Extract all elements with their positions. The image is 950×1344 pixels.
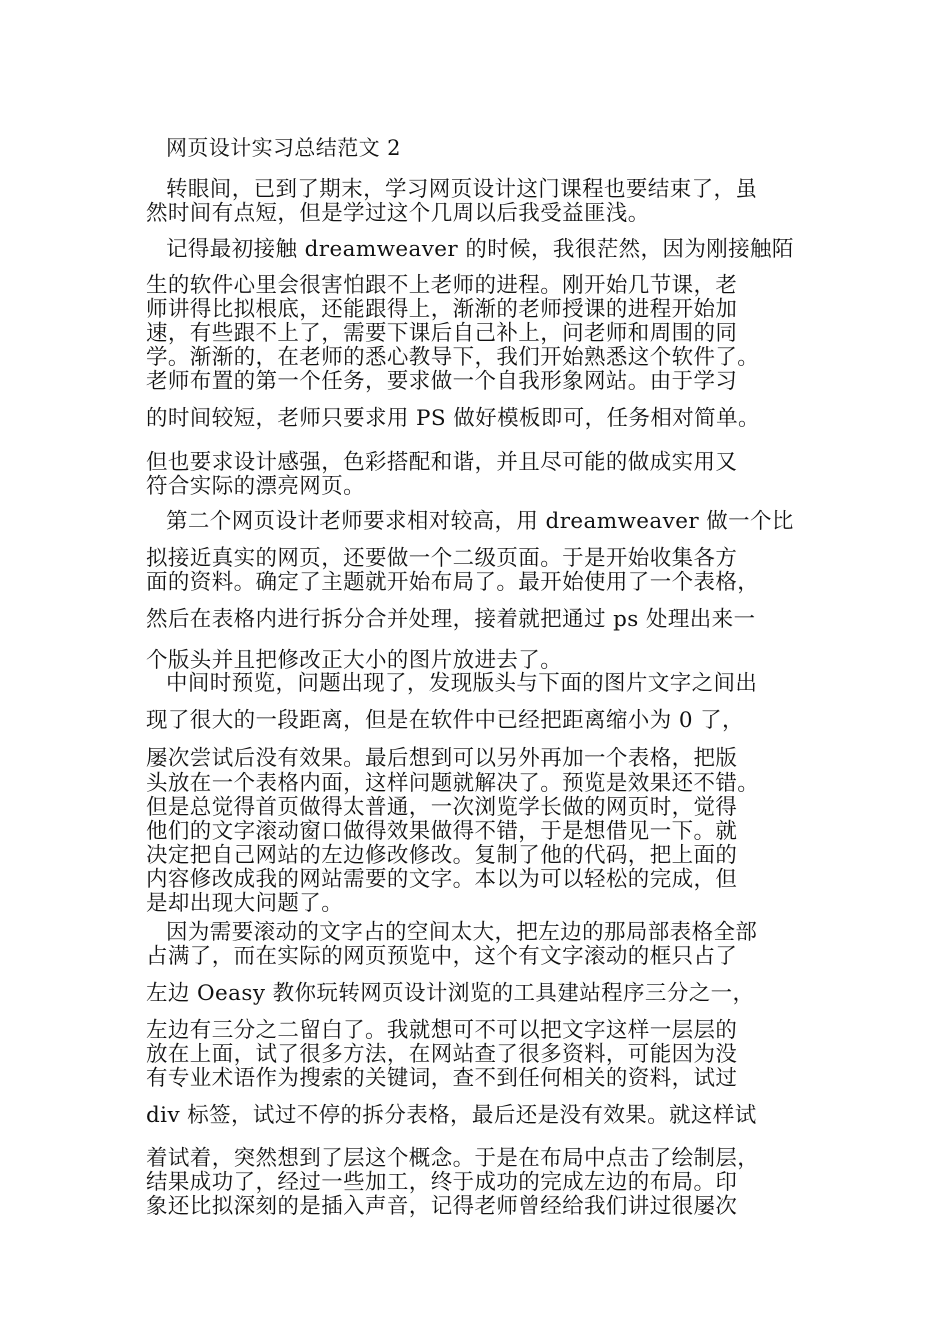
text-line: 有专业术语作为搜索的关键词，查不到任何相关的资料，试过: [146, 1066, 738, 1091]
text-line: 速，有些跟不上了，需要下课后自己补上，问老师和周围的同: [146, 321, 738, 346]
text-line: 现了很大的一段距离，但是在软件中已经把距离缩小为 0 了，: [146, 708, 744, 733]
text-line: 占满了，而在实际的网页预览中，这个有文字滚动的框只占了: [146, 944, 738, 969]
text-line: 个版头并且把修改正大小的图片放进去了。: [146, 648, 563, 673]
text-line: 然后在表格内进行拆分合并处理，接着就把通过 ps 处理出来一: [146, 607, 756, 632]
text-line: 的时间较短，老师只要求用 PS 做好模板即可，任务相对简单。: [146, 406, 760, 431]
text-line: 记得最初接触 dreamweaver 的时候，我很茫然，因为刚接触陌: [166, 237, 794, 262]
text-line: 是却出现大问题了。: [146, 891, 344, 916]
text-line: 符合实际的漂亮网页。: [146, 474, 366, 499]
text-line: div 标签，试过不停的拆分表格，最后还是没有效果。就这样试: [146, 1103, 757, 1128]
text-line: 面的资料。确定了主题就开始布局了。最开始使用了一个表格，: [146, 570, 760, 595]
text-line: 屡次尝试后没有效果。最后想到可以另外再加一个表格，把版: [146, 746, 738, 771]
text-line: 象还比拟深刻的是插入声音，记得老师曾经给我们讲过很屡次: [146, 1194, 738, 1219]
text-line: 生的软件心里会很害怕跟不上老师的进程。刚开始几节课，老: [146, 273, 738, 298]
text-line: 学。渐渐的，在老师的悉心教导下，我们开始熟悉这个软件了。: [146, 345, 760, 370]
text-line: 老师布置的第一个任务，要求做一个自我形象网站。由于学习: [146, 369, 738, 394]
text-line: 师讲得比拟根底，还能跟得上，渐渐的老师授课的进程开始加: [146, 297, 738, 322]
text-line: 因为需要滚动的文字占的空间太大，把左边的那局部表格全部: [166, 920, 758, 945]
text-line: 中间时预览，问题出现了，发现版头与下面的图片文字之间出: [166, 671, 758, 696]
document-title: 网页设计实习总结范文 2: [166, 136, 401, 160]
text-line: 左边 Oeasy 教你玩转网页设计浏览的工具建站程序三分之一，: [146, 981, 755, 1006]
text-line: 内容修改成我的网站需要的文字。本以为可以轻松的完成，但: [146, 867, 738, 892]
text-line: 他们的文字滚动窗口做得效果做得不错，于是想借见一下。就: [146, 819, 738, 844]
text-line: 但也要求设计感强，色彩搭配和谐，并且尽可能的做成实用又: [146, 450, 738, 475]
text-line: 拟接近真实的网页，还要做一个二级页面。于是开始收集各方: [146, 546, 738, 571]
text-line: 放在上面，试了很多方法，在网站查了很多资料，可能因为没: [146, 1042, 738, 1067]
text-line: 着试着，突然想到了层这个概念。于是在布局中点击了绘制层，: [146, 1146, 760, 1171]
text-line: 然时间有点短，但是学过这个几周以后我受益匪浅。: [146, 201, 650, 226]
text-line: 结果成功了，经过一些加工，终于成功的完成左边的布局。印: [146, 1170, 738, 1195]
text-line: 但是总觉得首页做得太普通，一次浏览学长做的网页时，觉得: [146, 795, 738, 820]
text-line: 转眼间，已到了期末，学习网页设计这门课程也要结束了，虽: [166, 177, 758, 202]
text-line: 头放在一个表格内面，这样问题就解决了。预览是效果还不错。: [146, 771, 760, 796]
text-line: 第二个网页设计老师要求相对较高，用 dreamweaver 做一个比: [166, 509, 794, 534]
text-line: 决定把自己网站的左边修改修改。复制了他的代码，把上面的: [146, 843, 738, 868]
text-line: 左边有三分之二留白了。我就想可不可以把文字这样一层层的: [146, 1018, 738, 1043]
